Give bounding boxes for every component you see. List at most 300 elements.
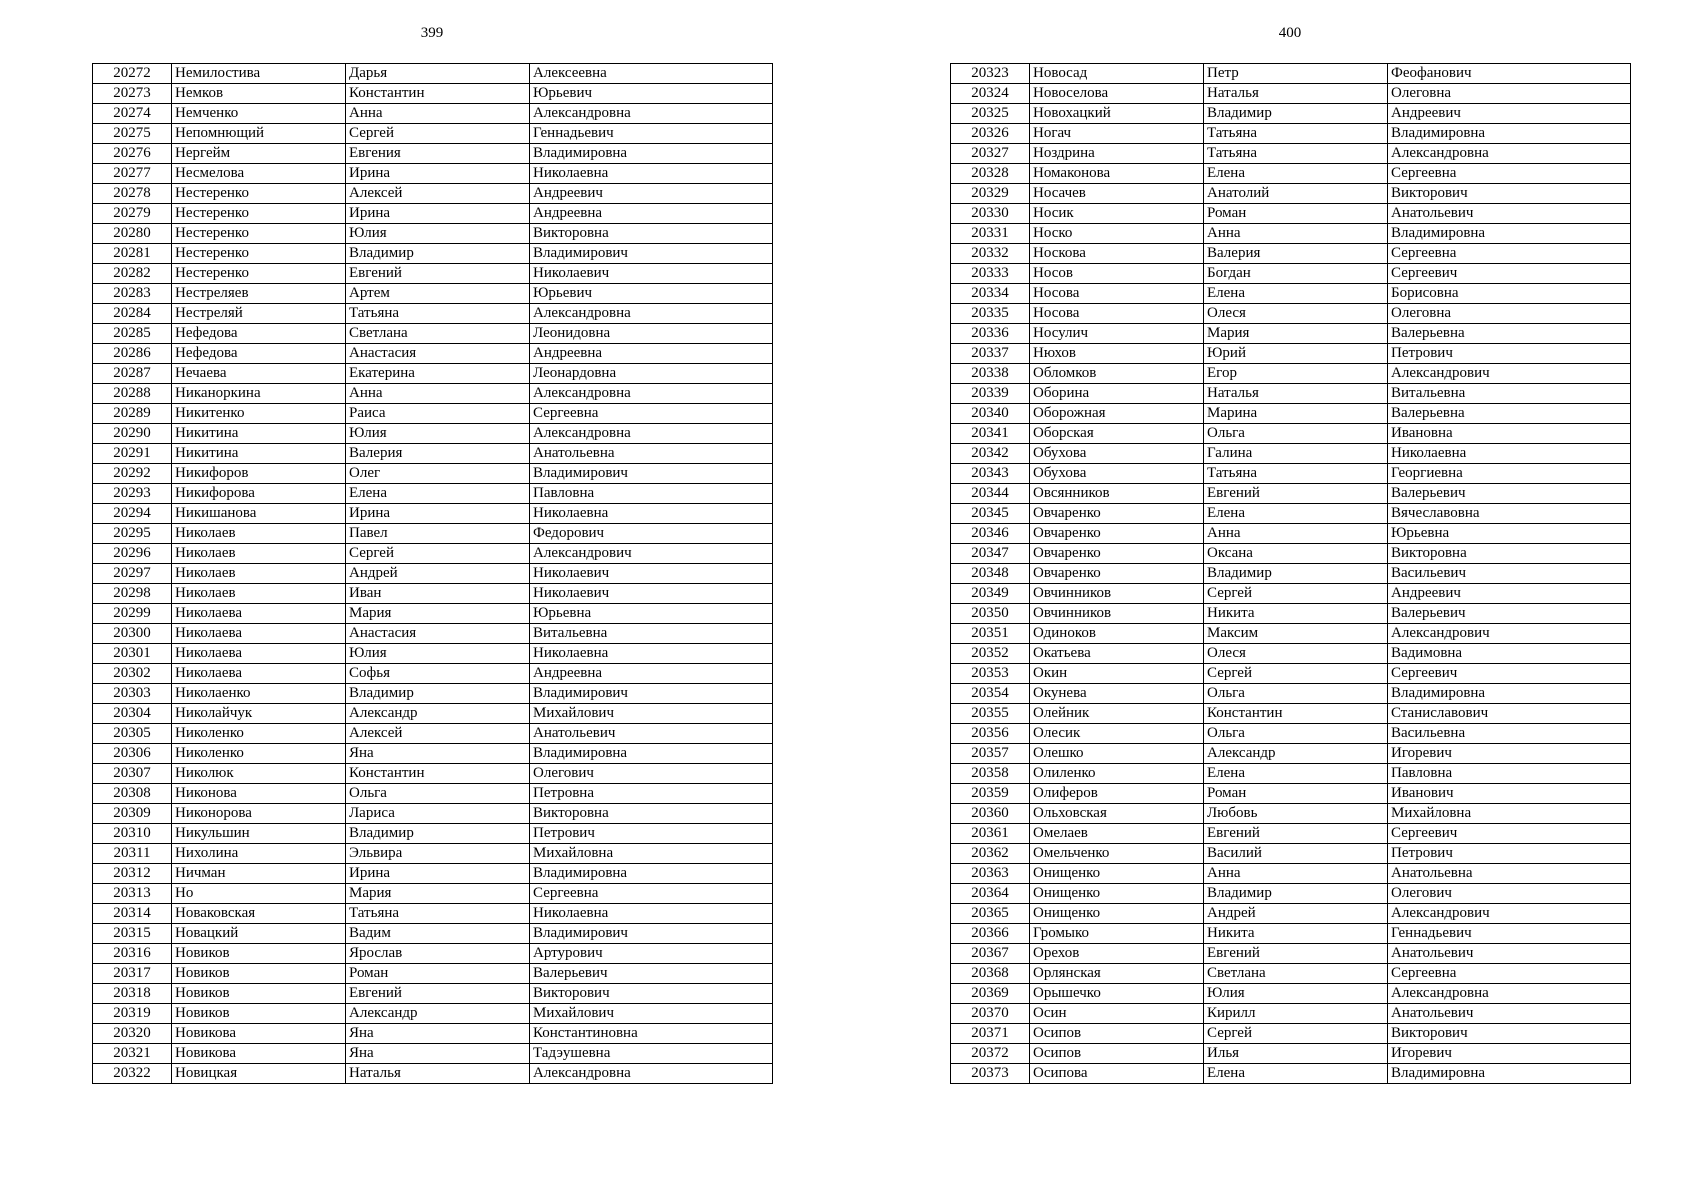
patronymic-cell: Владимировна [530, 864, 773, 884]
patronymic-cell: Георгиевна [1388, 464, 1631, 484]
table-row [93, 164, 773, 184]
patronymic-cell: Михайлович [530, 1004, 773, 1024]
first-name-cell: Валерия [1204, 244, 1388, 264]
record-number-cell: 20294 [93, 504, 172, 524]
table-row [93, 224, 773, 244]
patronymic-cell: Викторовна [530, 224, 773, 244]
record-number-cell: 20346 [951, 524, 1030, 544]
last-name-cell: Никульшин [172, 824, 346, 844]
patronymic-cell: Валерьевна [1388, 404, 1631, 424]
record-number-cell: 20279 [93, 204, 172, 224]
record-number-cell: 20306 [93, 744, 172, 764]
table-row [93, 84, 773, 104]
patronymic-cell: Сергеевна [1388, 164, 1631, 184]
table-row [951, 404, 1631, 424]
record-number-cell: 20325 [951, 104, 1030, 124]
record-number-cell: 20316 [93, 944, 172, 964]
table-row [951, 64, 1631, 84]
record-number-cell: 20357 [951, 744, 1030, 764]
table-row [951, 304, 1631, 324]
record-number-cell: 20330 [951, 204, 1030, 224]
first-name-cell: Любовь [1204, 804, 1388, 824]
record-number-cell: 20307 [93, 764, 172, 784]
last-name-cell: Орышечко [1030, 984, 1204, 1004]
first-name-cell: Сергей [1204, 584, 1388, 604]
patronymic-cell: Иванович [1388, 784, 1631, 804]
first-name-cell: Мария [1204, 324, 1388, 344]
table-row [93, 444, 773, 464]
record-number-cell: 20342 [951, 444, 1030, 464]
table-body [93, 64, 773, 1084]
table-row [93, 904, 773, 924]
table-row [951, 184, 1631, 204]
first-name-cell: Дарья [346, 64, 530, 84]
record-number-cell: 20348 [951, 564, 1030, 584]
last-name-cell: Окин [1030, 664, 1204, 684]
table-row [93, 824, 773, 844]
last-name-cell: Обухова [1030, 444, 1204, 464]
patronymic-cell: Андреевич [1388, 104, 1631, 124]
first-name-cell: Ольга [1204, 724, 1388, 744]
table-row [93, 184, 773, 204]
first-name-cell: Алексей [346, 184, 530, 204]
record-number-cell: 20277 [93, 164, 172, 184]
last-name-cell: Непомнющий [172, 124, 346, 144]
first-name-cell: Татьяна [1204, 464, 1388, 484]
first-name-cell: Олеся [1204, 644, 1388, 664]
patronymic-cell: Сергеевна [530, 884, 773, 904]
patronymic-cell: Петрович [1388, 344, 1631, 364]
table-row [93, 124, 773, 144]
table-row [951, 524, 1631, 544]
table-row [93, 764, 773, 784]
patronymic-cell: Владимировна [530, 144, 773, 164]
patronymic-cell: Владимировна [1388, 224, 1631, 244]
first-name-cell: Мария [346, 604, 530, 624]
last-name-cell: Олиферов [1030, 784, 1204, 804]
patronymic-cell: Викторович [530, 984, 773, 1004]
record-number-cell: 20272 [93, 64, 172, 84]
table-row [93, 504, 773, 524]
first-name-cell: Алексей [346, 724, 530, 744]
patronymic-cell: Александровна [530, 104, 773, 124]
patronymic-cell: Станиславович [1388, 704, 1631, 724]
table-row [951, 424, 1631, 444]
last-name-cell: Онищенко [1030, 884, 1204, 904]
record-number-cell: 20283 [93, 284, 172, 304]
first-name-cell: Ольга [1204, 424, 1388, 444]
first-name-cell: Татьяна [1204, 124, 1388, 144]
record-number-cell: 20297 [93, 564, 172, 584]
last-name-cell: Нюхов [1030, 344, 1204, 364]
record-number-cell: 20321 [93, 1044, 172, 1064]
record-number-cell: 20299 [93, 604, 172, 624]
patronymic-cell: Николаевич [530, 584, 773, 604]
patronymic-cell: Андреевич [1388, 584, 1631, 604]
first-name-cell: Раиса [346, 404, 530, 424]
last-name-cell: Ничман [172, 864, 346, 884]
first-name-cell: Владимир [1204, 104, 1388, 124]
last-name-cell: Носова [1030, 284, 1204, 304]
first-name-cell: Наталья [1204, 384, 1388, 404]
table-row [951, 484, 1631, 504]
record-number-cell: 20335 [951, 304, 1030, 324]
last-name-cell: Новикова [172, 1024, 346, 1044]
patronymic-cell: Владимировна [1388, 1064, 1631, 1084]
last-name-cell: Оборская [1030, 424, 1204, 444]
patronymic-cell: Борисовна [1388, 284, 1631, 304]
patronymic-cell: Павловна [530, 484, 773, 504]
table-row [93, 564, 773, 584]
last-name-cell: Николайчук [172, 704, 346, 724]
table-row [93, 264, 773, 284]
table-row [93, 844, 773, 864]
record-number-cell: 20310 [93, 824, 172, 844]
record-number-cell: 20339 [951, 384, 1030, 404]
patronymic-cell: Ивановна [1388, 424, 1631, 444]
last-name-cell: Осин [1030, 1004, 1204, 1024]
patronymic-cell: Юрьевич [530, 284, 773, 304]
last-name-cell: Овчаренко [1030, 524, 1204, 544]
first-name-cell: Василий [1204, 844, 1388, 864]
record-number-cell: 20364 [951, 884, 1030, 904]
last-name-cell: Никитина [172, 424, 346, 444]
patronymic-cell: Юрьевич [530, 84, 773, 104]
first-name-cell: Анна [346, 384, 530, 404]
patronymic-cell: Александровна [530, 384, 773, 404]
table-row [951, 244, 1631, 264]
last-name-cell: Онищенко [1030, 864, 1204, 884]
patronymic-cell: Викторович [1388, 1024, 1631, 1044]
first-name-cell: Владимир [346, 824, 530, 844]
first-name-cell: Олеся [1204, 304, 1388, 324]
table-row [951, 984, 1631, 1004]
last-name-cell: Николенко [172, 744, 346, 764]
last-name-cell: Окатьева [1030, 644, 1204, 664]
patronymic-cell: Анатольевич [530, 724, 773, 744]
last-name-cell: Нестеренко [172, 224, 346, 244]
last-name-cell: Носик [1030, 204, 1204, 224]
table-row [951, 764, 1631, 784]
last-name-cell: Одиноков [1030, 624, 1204, 644]
first-name-cell: Владимир [1204, 564, 1388, 584]
record-number-cell: 20326 [951, 124, 1030, 144]
last-name-cell: Немченко [172, 104, 346, 124]
table-row [93, 524, 773, 544]
last-name-cell: Носова [1030, 304, 1204, 324]
first-name-cell: Константин [346, 764, 530, 784]
table-row [951, 364, 1631, 384]
last-name-cell: Осипов [1030, 1024, 1204, 1044]
patronymic-cell: Сергеевна [530, 404, 773, 424]
last-name-cell: Немков [172, 84, 346, 104]
table-row [93, 744, 773, 764]
record-number-cell: 20354 [951, 684, 1030, 704]
first-name-cell: Максим [1204, 624, 1388, 644]
last-name-cell: Ногач [1030, 124, 1204, 144]
first-name-cell: Сергей [1204, 1024, 1388, 1044]
table-row [951, 604, 1631, 624]
table-row [93, 704, 773, 724]
table-row [93, 784, 773, 804]
record-number-cell: 20292 [93, 464, 172, 484]
first-name-cell: Павел [346, 524, 530, 544]
table-row [951, 264, 1631, 284]
table-row [951, 724, 1631, 744]
last-name-cell: Окунева [1030, 684, 1204, 704]
last-name-cell: Немилостива [172, 64, 346, 84]
table-row [93, 1024, 773, 1044]
last-name-cell: Николюк [172, 764, 346, 784]
last-name-cell: Нефедова [172, 324, 346, 344]
first-name-cell: Илья [1204, 1044, 1388, 1064]
table-row [951, 924, 1631, 944]
table-row [93, 584, 773, 604]
record-number-cell: 20328 [951, 164, 1030, 184]
last-name-cell: Орлянская [1030, 964, 1204, 984]
patronymic-cell: Николаевна [530, 644, 773, 664]
last-name-cell: Николаева [172, 644, 346, 664]
record-number-cell: 20345 [951, 504, 1030, 524]
last-name-cell: Новиков [172, 984, 346, 1004]
last-name-cell: Нестреляй [172, 304, 346, 324]
first-name-cell: Вадим [346, 924, 530, 944]
table-row [951, 664, 1631, 684]
last-name-cell: Орехов [1030, 944, 1204, 964]
table-row [951, 884, 1631, 904]
last-name-cell: Овчаренко [1030, 544, 1204, 564]
last-name-cell: Носко [1030, 224, 1204, 244]
patronymic-cell: Владимирович [530, 924, 773, 944]
first-name-cell: Светлана [346, 324, 530, 344]
record-number-cell: 20350 [951, 604, 1030, 624]
first-name-cell: Ярослав [346, 944, 530, 964]
table-row [93, 364, 773, 384]
table-row [93, 1044, 773, 1064]
first-name-cell: Владимир [346, 244, 530, 264]
last-name-cell: Никонорова [172, 804, 346, 824]
patronymic-cell: Валерьевич [1388, 604, 1631, 624]
patronymic-cell: Анатольевна [1388, 864, 1631, 884]
record-number-cell: 20300 [93, 624, 172, 644]
record-number-cell: 20358 [951, 764, 1030, 784]
first-name-cell: Анастасия [346, 344, 530, 364]
first-name-cell: Ирина [346, 504, 530, 524]
names-table [92, 63, 773, 1084]
first-name-cell: Оксана [1204, 544, 1388, 564]
last-name-cell: Никаноркина [172, 384, 346, 404]
first-name-cell: Петр [1204, 64, 1388, 84]
table-row [93, 464, 773, 484]
table-row [93, 384, 773, 404]
first-name-cell: Владимир [1204, 884, 1388, 904]
first-name-cell: Егор [1204, 364, 1388, 384]
table-row [951, 684, 1631, 704]
first-name-cell: Константин [1204, 704, 1388, 724]
last-name-cell: Нефедова [172, 344, 346, 364]
record-number-cell: 20340 [951, 404, 1030, 424]
patronymic-cell: Александровна [1388, 144, 1631, 164]
record-number-cell: 20341 [951, 424, 1030, 444]
patronymic-cell: Олеговна [1388, 84, 1631, 104]
first-name-cell: Елена [1204, 164, 1388, 184]
first-name-cell: Юлия [1204, 984, 1388, 1004]
record-number-cell: 20360 [951, 804, 1030, 824]
page-number: 400 [1278, 25, 1302, 41]
table-row [951, 204, 1631, 224]
table-row [951, 164, 1631, 184]
last-name-cell: Николаев [172, 564, 346, 584]
first-name-cell: Мария [346, 884, 530, 904]
patronymic-cell: Вячеславовна [1388, 504, 1631, 524]
first-name-cell: Владимир [346, 684, 530, 704]
first-name-cell: Константин [346, 84, 530, 104]
last-name-cell: Обухова [1030, 464, 1204, 484]
record-number-cell: 20303 [93, 684, 172, 704]
first-name-cell: Татьяна [1204, 144, 1388, 164]
patronymic-cell: Александровна [530, 1064, 773, 1084]
first-name-cell: Евгений [346, 984, 530, 1004]
record-number-cell: 20317 [93, 964, 172, 984]
last-name-cell: Олейник [1030, 704, 1204, 724]
record-number-cell: 20322 [93, 1064, 172, 1084]
table-row [951, 904, 1631, 924]
patronymic-cell: Валерьевич [530, 964, 773, 984]
patronymic-cell: Викторовна [530, 804, 773, 824]
last-name-cell: Новикова [172, 1044, 346, 1064]
patronymic-cell: Игоревич [1388, 744, 1631, 764]
table-row [951, 144, 1631, 164]
patronymic-cell: Валерьевич [1388, 484, 1631, 504]
first-name-cell: Евгений [1204, 944, 1388, 964]
table-row [93, 104, 773, 124]
table-row [93, 984, 773, 1004]
patronymic-cell: Николаевич [530, 564, 773, 584]
record-number-cell: 20291 [93, 444, 172, 464]
record-number-cell: 20362 [951, 844, 1030, 864]
patronymic-cell: Вадимовна [1388, 644, 1631, 664]
patronymic-cell: Феофанович [1388, 64, 1631, 84]
patronymic-cell: Андреевич [530, 184, 773, 204]
first-name-cell: Галина [1204, 444, 1388, 464]
table-row [951, 784, 1631, 804]
last-name-cell: Нестеренко [172, 264, 346, 284]
table-row [951, 544, 1631, 564]
patronymic-cell: Владимирович [530, 684, 773, 704]
patronymic-cell: Владимирович [530, 244, 773, 264]
table-row [951, 84, 1631, 104]
last-name-cell: Ольховская [1030, 804, 1204, 824]
table-row [93, 424, 773, 444]
first-name-cell: Светлана [1204, 964, 1388, 984]
table-row [951, 284, 1631, 304]
last-name-cell: Никитенко [172, 404, 346, 424]
patronymic-cell: Федорович [530, 524, 773, 544]
record-number-cell: 20319 [93, 1004, 172, 1024]
first-name-cell: Елена [346, 484, 530, 504]
first-name-cell: Роман [1204, 784, 1388, 804]
first-name-cell: Анна [1204, 524, 1388, 544]
last-name-cell: Нестеренко [172, 244, 346, 264]
first-name-cell: Яна [346, 1044, 530, 1064]
record-number-cell: 20318 [93, 984, 172, 1004]
first-name-cell: Евгений [1204, 824, 1388, 844]
record-number-cell: 20323 [951, 64, 1030, 84]
table-row [93, 64, 773, 84]
patronymic-cell: Александрович [1388, 364, 1631, 384]
first-name-cell: Татьяна [346, 904, 530, 924]
table-row [951, 844, 1631, 864]
first-name-cell: Валерия [346, 444, 530, 464]
patronymic-cell: Андреевна [530, 664, 773, 684]
table-row [951, 124, 1631, 144]
last-name-cell: Николаев [172, 524, 346, 544]
last-name-cell: Нестеренко [172, 204, 346, 224]
last-name-cell: Николаева [172, 624, 346, 644]
last-name-cell: Николаев [172, 584, 346, 604]
last-name-cell: Оборожная [1030, 404, 1204, 424]
first-name-cell: Яна [346, 1024, 530, 1044]
record-number-cell: 20302 [93, 664, 172, 684]
patronymic-cell: Витальевна [530, 624, 773, 644]
last-name-cell: Николаенко [172, 684, 346, 704]
record-number-cell: 20356 [951, 724, 1030, 744]
table-row [93, 964, 773, 984]
record-number-cell: 20329 [951, 184, 1030, 204]
record-number-cell: 20361 [951, 824, 1030, 844]
table-row [951, 744, 1631, 764]
record-number-cell: 20293 [93, 484, 172, 504]
patronymic-cell: Николаевна [530, 504, 773, 524]
last-name-cell: Омельченко [1030, 844, 1204, 864]
last-name-cell: Никифорова [172, 484, 346, 504]
table-row [93, 604, 773, 624]
record-number-cell: 20309 [93, 804, 172, 824]
record-number-cell: 20349 [951, 584, 1030, 604]
table-row [951, 624, 1631, 644]
patronymic-cell: Павловна [1388, 764, 1631, 784]
last-name-cell: Овсянников [1030, 484, 1204, 504]
first-name-cell: Евгения [346, 144, 530, 164]
last-name-cell: Новиков [172, 1004, 346, 1024]
record-number-cell: 20314 [93, 904, 172, 924]
last-name-cell: Носов [1030, 264, 1204, 284]
last-name-cell: Номаконова [1030, 164, 1204, 184]
patronymic-cell: Владимировна [1388, 684, 1631, 704]
last-name-cell: Олесик [1030, 724, 1204, 744]
patronymic-cell: Анатольевич [1388, 204, 1631, 224]
table-row [93, 684, 773, 704]
patronymic-cell: Александровна [1388, 984, 1631, 1004]
table-row [93, 484, 773, 504]
patronymic-cell: Андреевна [530, 344, 773, 364]
last-name-cell: Осипов [1030, 1044, 1204, 1064]
patronymic-cell: Васильевна [1388, 724, 1631, 744]
last-name-cell: Новацкий [172, 924, 346, 944]
first-name-cell: Наталья [346, 1064, 530, 1084]
last-name-cell: Нихолина [172, 844, 346, 864]
patronymic-cell: Николаевич [530, 264, 773, 284]
table-row [951, 1004, 1631, 1024]
table-row [951, 344, 1631, 364]
last-name-cell: Овчаренко [1030, 504, 1204, 524]
table-row [951, 584, 1631, 604]
first-name-cell: Марина [1204, 404, 1388, 424]
patronymic-cell: Николаевна [1388, 444, 1631, 464]
record-number-cell: 20332 [951, 244, 1030, 264]
last-name-cell: Нечаева [172, 364, 346, 384]
record-number-cell: 20365 [951, 904, 1030, 924]
